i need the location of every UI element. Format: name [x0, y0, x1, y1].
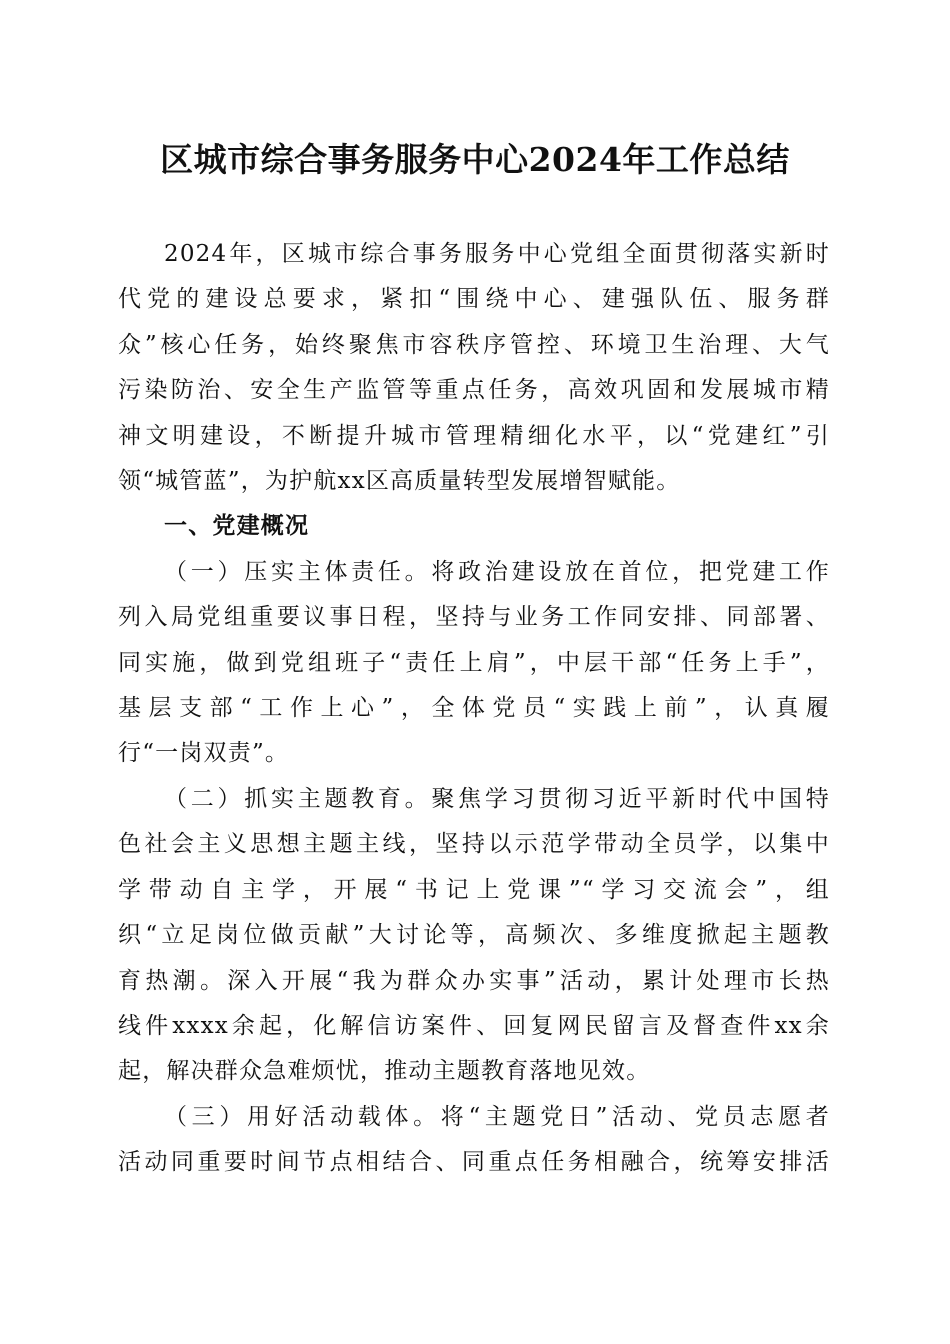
intro-line: 污染防治、安全生产监管等重点任务，高效巩固和发展城市精 [118, 377, 830, 404]
paragraph-line: （三）用好活动载体。将“主题党日”活动、党员志愿者 [164, 1103, 830, 1130]
paragraph-line: 列入局党组重要议事日程，坚持与业务工作同安排、同部署、 [118, 604, 830, 631]
paragraph-line: 基层支部“工作上心”，全体党员“实践上前”，认真履 [118, 695, 830, 722]
section-heading: 一、党建概况 [164, 513, 310, 540]
intro-line: 众”核心任务，始终聚焦市容秩序管控、环境卫生治理、大气 [118, 331, 830, 358]
paragraph-line: 活动同重要时间节点相结合、同重点任务相融合，统筹安排活 [118, 1149, 830, 1176]
paragraph-line: 行“一岗双责”。 [118, 740, 290, 767]
paragraph-line: 线件xxxx余起，化解信访案件、回复网民留言及督查件xx余 [118, 1012, 830, 1039]
intro-line: 神文明建设，不断提升城市管理精细化水平，以“党建红”引 [118, 422, 830, 449]
intro-line: 代党的建设总要求，紧扣“围绕中心、建强队伍、服务群 [118, 286, 830, 313]
paragraph-education [118, 777, 830, 1095]
paragraph-activities [118, 1095, 830, 1186]
intro-paragraph [118, 232, 830, 504]
document-title: 区城市综合事务服务中心2024年工作总结 [160, 140, 790, 179]
paragraph-responsibility [118, 550, 830, 777]
paragraph-line: （一）压实主体责任。将政治建设放在首位，把党建工作 [164, 558, 830, 585]
paragraph-line: 起，解决群众急难烦忧，推动主题教育落地见效。 [118, 1058, 651, 1085]
intro-line: 2024年，区城市综合事务服务中心党组全面贯彻落实新时 [164, 241, 830, 267]
intro-line: 领“城管蓝”，为护航xx区高质量转型发展增智赋能。 [118, 468, 681, 495]
paragraph-line: 同实施，做到党组班子“责任上肩”，中层干部“任务上手”， [118, 649, 830, 676]
paragraph-line: （二）抓实主题教育。聚焦学习贯彻习近平新时代中国特 [164, 785, 830, 812]
paragraph-line: 学带动自主学，开展“书记上党课”“学习交流会”，组 [118, 876, 830, 903]
paragraph-line: 育热潮。深入开展“我为群众办实事”活动，累计处理市长热 [118, 967, 830, 994]
paragraph-line: 色社会主义思想主题主线，坚持以示范学带动全员学，以集中 [118, 831, 830, 858]
paragraph-line: 织“立足岗位做贡献”大讨论等，高频次、多维度掀起主题教 [118, 922, 830, 949]
document-body [118, 232, 830, 1186]
